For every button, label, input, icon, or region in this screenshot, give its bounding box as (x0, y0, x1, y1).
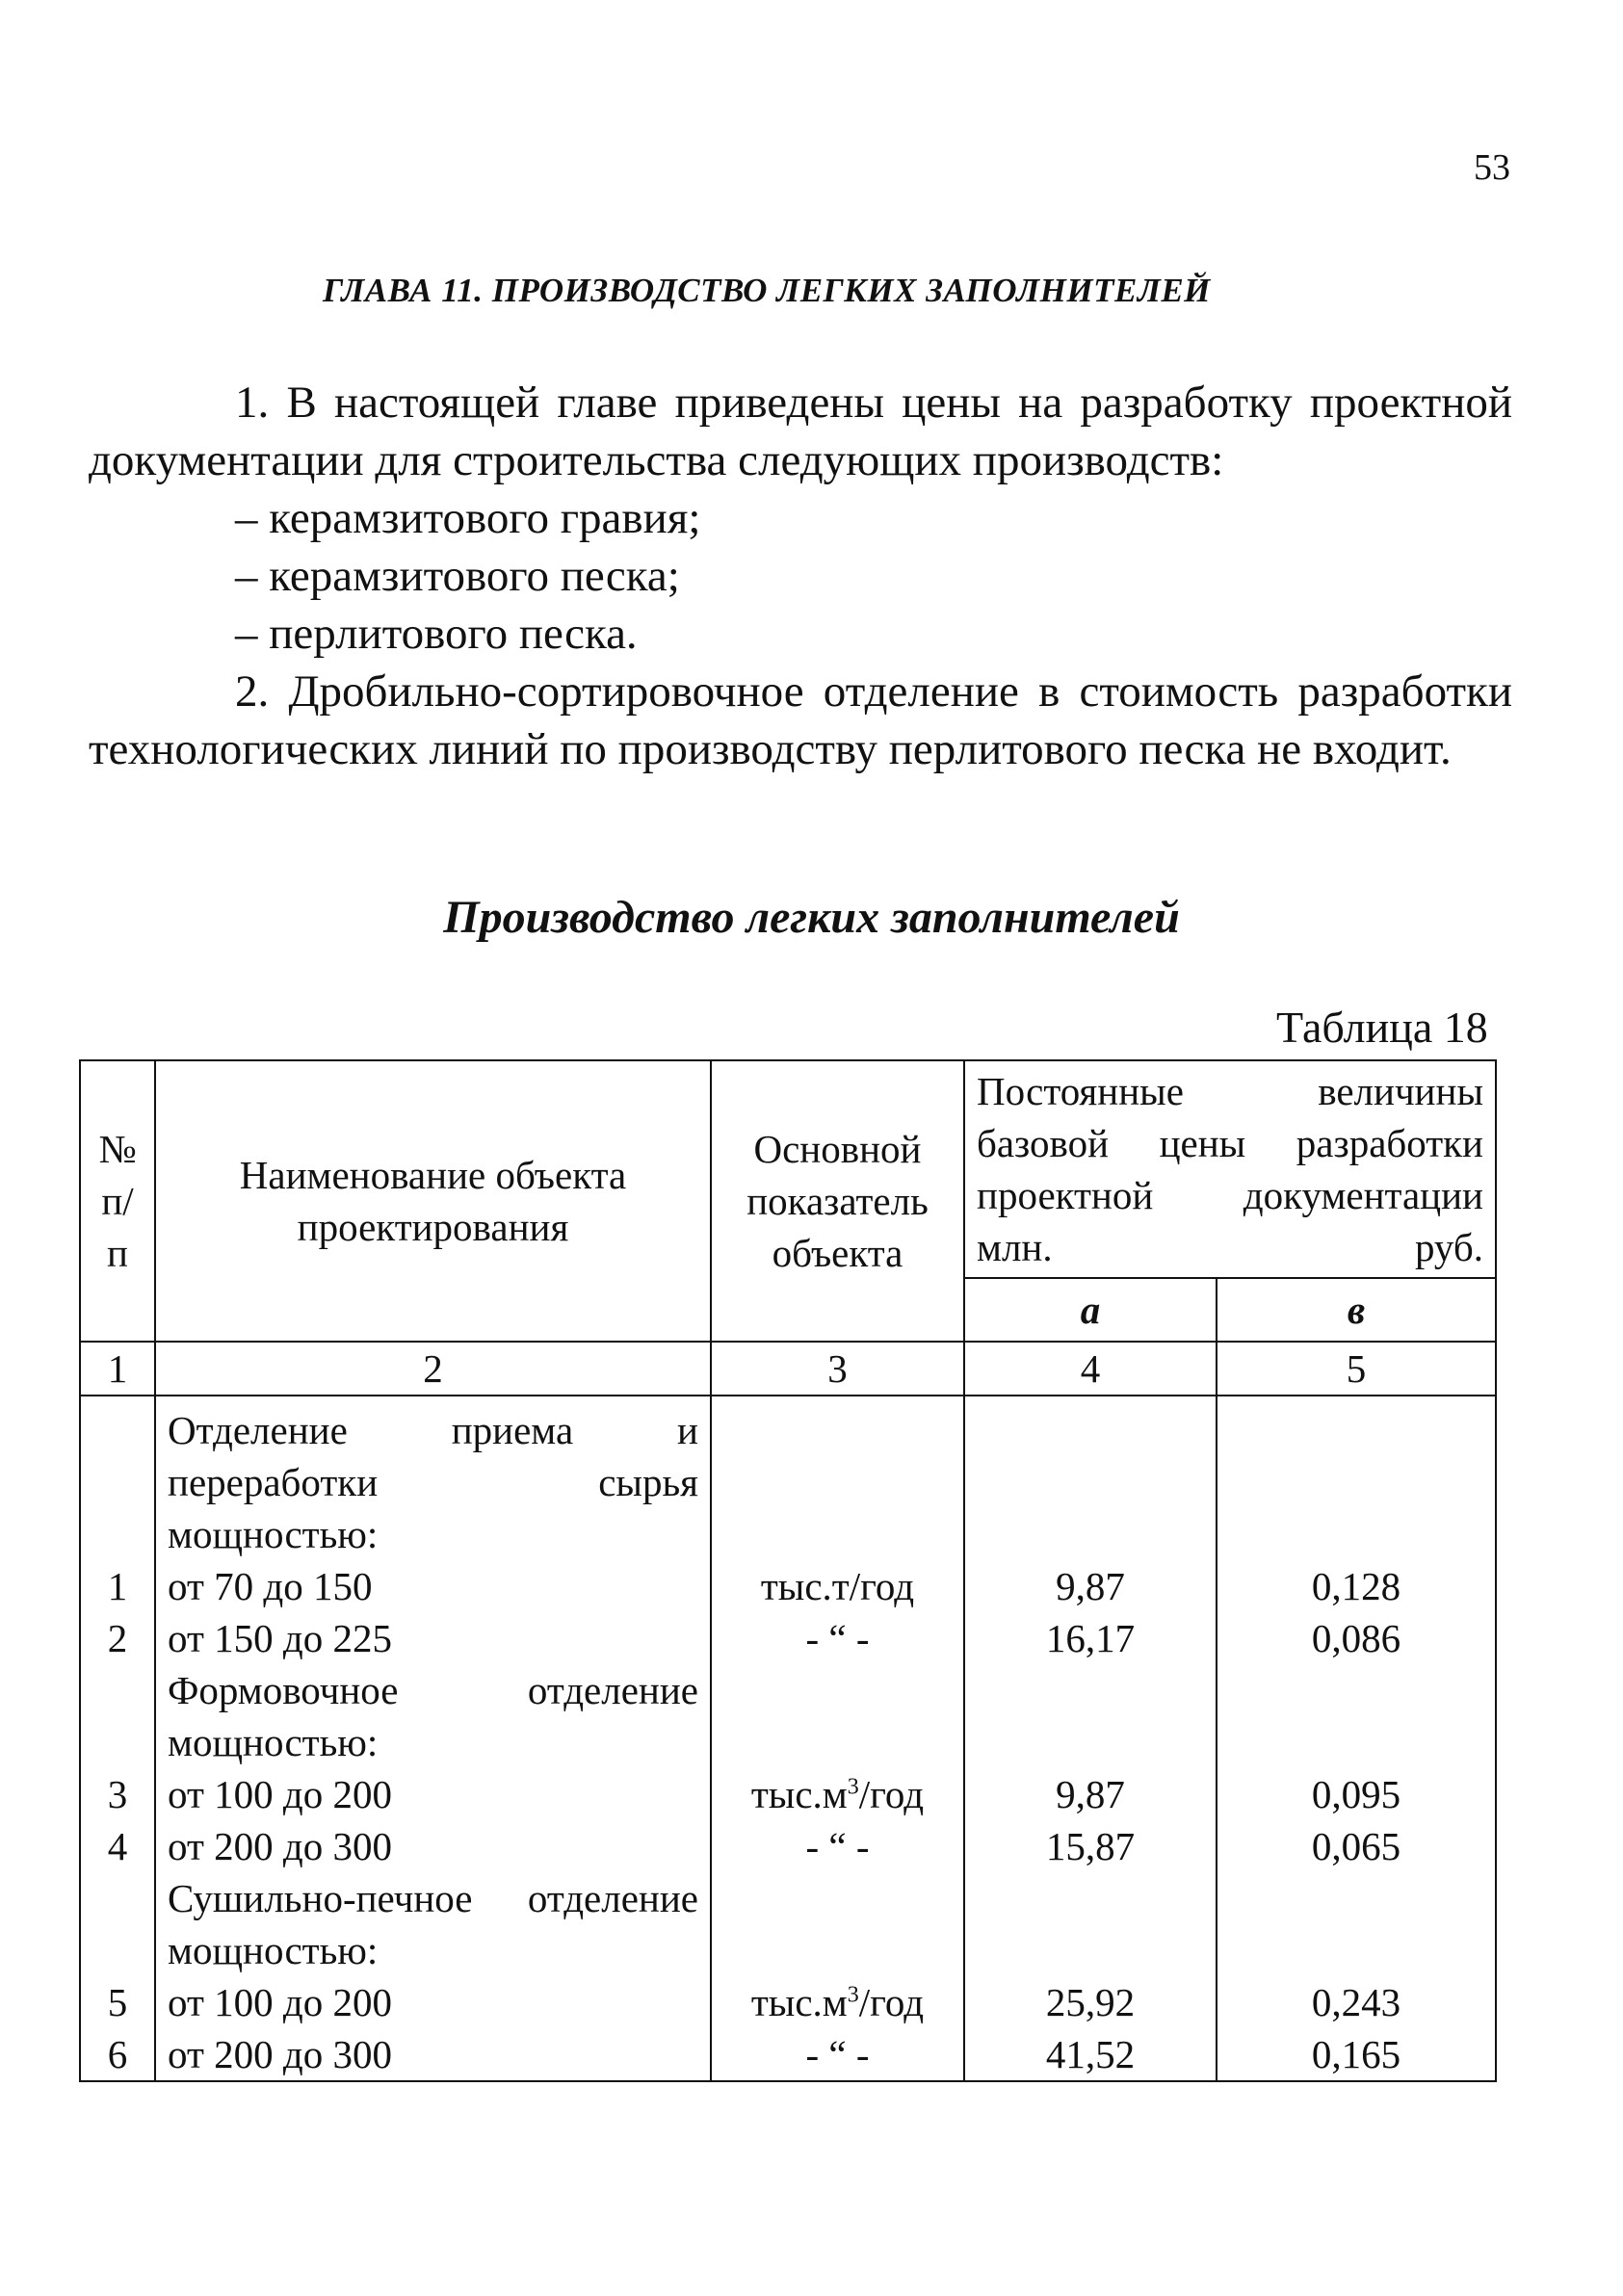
column-number: 4 (964, 1342, 1217, 1396)
body-text (89, 374, 1512, 778)
row-num: 6 (80, 2028, 155, 2081)
table-row (80, 1768, 1496, 1820)
header-num: № п/п (80, 1060, 155, 1342)
header-b: в (1217, 1278, 1496, 1342)
row-a (964, 1664, 1217, 1768)
column-number: 1 (80, 1342, 155, 1396)
row-num: 3 (80, 1768, 155, 1820)
header-indicator: Основной показатель объекта (711, 1060, 964, 1342)
row-unit (711, 1664, 964, 1768)
table-title: Производство легких заполнителей (443, 892, 1180, 943)
list-item: – керамзитового гравия; (235, 493, 701, 543)
table-row (80, 1560, 1496, 1612)
unit-superscript: 3 (847, 1774, 859, 1800)
column-number: 3 (711, 1342, 964, 1396)
row-a: 41,52 (964, 2028, 1217, 2081)
row-a (964, 1396, 1217, 1560)
row-b: 0,065 (1217, 1820, 1496, 1872)
row-unit (711, 1976, 964, 2028)
header-price: Постоянные величины базовой цены разработки проектной документации млн. руб. (964, 1060, 1496, 1278)
row-unit (711, 1768, 964, 1820)
table-row (80, 1820, 1496, 1872)
paragraph-2: 2. Дробильно-сортировочное отделение в стоимость разработки технологических линий по производству перлитового песка не входит. (89, 666, 1512, 774)
header-a: а (964, 1278, 1217, 1342)
row-a (964, 1872, 1217, 1976)
row-name: от 70 до 150 (155, 1560, 711, 1612)
row-name: от 100 до 200 (155, 1768, 711, 1820)
unit-prefix: тыс.м (750, 1980, 848, 2024)
row-unit (711, 1872, 964, 1976)
unit-prefix: тыс.м (750, 1772, 848, 1816)
unit-superscript: 3 (847, 1982, 859, 2008)
column-number: 2 (155, 1342, 711, 1396)
column-numbers-row (80, 1342, 1496, 1396)
row-b: 0,086 (1217, 1612, 1496, 1664)
row-a: 25,92 (964, 1976, 1217, 2028)
row-name: от 100 до 200 (155, 1976, 711, 2028)
row-name: Отделение приема и переработки сырья мощностью: (155, 1396, 711, 1560)
row-unit: - “ - (711, 2028, 964, 2081)
row-name: Формовочное отделение мощностью: (155, 1664, 711, 1768)
row-num: 1 (80, 1560, 155, 1612)
row-a: 9,87 (964, 1768, 1217, 1820)
row-num: 5 (80, 1976, 155, 2028)
row-name: от 200 до 300 (155, 2028, 711, 2081)
row-b: 0,095 (1217, 1768, 1496, 1820)
unit-suffix: /год (858, 1980, 925, 2024)
row-num (80, 1664, 155, 1768)
table-row (80, 1396, 1496, 1560)
row-unit: - “ - (711, 1612, 964, 1664)
row-a: 16,17 (964, 1612, 1217, 1664)
list-item: – перлитового песка. (235, 609, 638, 659)
row-name: от 150 до 225 (155, 1612, 711, 1664)
row-unit: тыс.т/год (711, 1560, 964, 1612)
unit-suffix: /год (858, 1772, 925, 1816)
table-row (80, 1872, 1496, 1976)
row-unit: - “ - (711, 1820, 964, 1872)
row-a: 15,87 (964, 1820, 1217, 1872)
chapter-title: ГЛАВА 11. ПРОИЗВОДСТВО ЛЕГКИХ ЗАПОЛНИТЕЛЕЙ (323, 272, 1211, 309)
row-unit (711, 1396, 964, 1560)
row-name: Сушильно-печное отделение мощностью: (155, 1872, 711, 1976)
row-b: 0,243 (1217, 1976, 1496, 2028)
row-b (1217, 1664, 1496, 1768)
row-num: 4 (80, 1820, 155, 1872)
table-row (80, 1976, 1496, 2028)
row-b (1217, 1396, 1496, 1560)
table-row (80, 1612, 1496, 1664)
row-b (1217, 1872, 1496, 1976)
row-b: 0,165 (1217, 2028, 1496, 2081)
column-number: 5 (1217, 1342, 1496, 1396)
paragraph-1: 1. В настоящей главе приведены цены на разработку проектной документации для строительства следующих производств: (89, 378, 1512, 485)
row-b: 0,128 (1217, 1560, 1496, 1612)
list-item: – керамзитового песка; (235, 551, 680, 601)
table-caption: Таблица 18 (1276, 1003, 1488, 1052)
price-table (79, 1059, 1497, 2082)
row-num (80, 1396, 155, 1560)
row-a: 9,87 (964, 1560, 1217, 1612)
row-num: 2 (80, 1612, 155, 1664)
header-name: Наименование объекта проектирования (155, 1060, 711, 1342)
table-row (80, 1664, 1496, 1768)
row-name: от 200 до 300 (155, 1820, 711, 1872)
table-row (80, 2028, 1496, 2081)
row-num (80, 1872, 155, 1976)
page-number: 53 (1474, 147, 1510, 188)
